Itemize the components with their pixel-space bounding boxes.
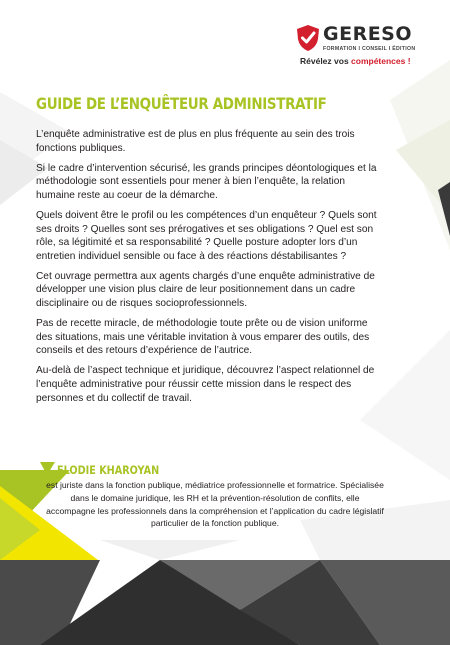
shield-check-icon xyxy=(296,24,320,52)
paragraph: Quels doivent être le profil ou les compétences d’un enquêteur ? Quels sont ses droits ? Quelles sont ses prérogatives et ses obligations ? Quel est son rôle, sa légitimité et sa responsabilité ? Quelle posture adopter lors d’un entretien individuel sensible ou face à des réactions déstabilisantes ? xyxy=(36,209,377,262)
author-bio: est juriste dans la fonction publique, médiatrice professionnelle et formatrice. Spécialisée dans le domaine juridique, les RH et la prévention-résolution de conflits, elle accompagne les professionnels dans la compréhension et l’application du cadre législatif particulier de la fonction publique. xyxy=(46,480,384,529)
author-name: ELODIE KHAROYAN xyxy=(57,463,160,477)
paragraph: Cet ouvrage permettra aux agents chargés d’une enquête administrative de développer une vision plus claire de leur positionnement dans un cadre disciplinaire ou de risques socioprofessionnels. xyxy=(36,270,375,310)
book-title: GUIDE DE L’ENQUÊTEUR ADMINISTRATIF xyxy=(36,94,327,113)
description-body xyxy=(36,128,382,412)
paragraph: Si le cadre d’intervention sécurisé, les grands principes déontologiques et la méthodologie sont essentiels pour mener à bien l’enquête, la relation humaine reste au coeur de la démarche. xyxy=(36,162,377,201)
bg-triangle-faint-bottom xyxy=(100,540,240,560)
tagline-prefix: Révélez vos xyxy=(300,56,352,66)
paragraph: Pas de recette miracle, de méthodologie toute prête ou de vision uniforme des situations, mais une véritable invitation à vous emparer des outils, des conseils et des retours d’expérience de l’autrice. xyxy=(36,318,370,357)
paragraph: L’enquête administrative est de plus en plus fréquente au sein des trois fonctions publiques. xyxy=(36,129,355,154)
tagline-accent: compétences ! xyxy=(351,56,411,66)
gereso-logo xyxy=(296,22,436,70)
brand-subtitle: FORMATION I CONSEIL I ÉDITION xyxy=(323,46,416,52)
brand-tagline xyxy=(300,56,411,66)
paragraph: Au-delà de l’aspect technique et juridique, découvrez l’aspect relationnel de l’enquête administrative pour réussir cette mission dans le respect des personnes et du collectif de travail. xyxy=(36,365,375,404)
brand-name: GERESO xyxy=(323,23,413,45)
